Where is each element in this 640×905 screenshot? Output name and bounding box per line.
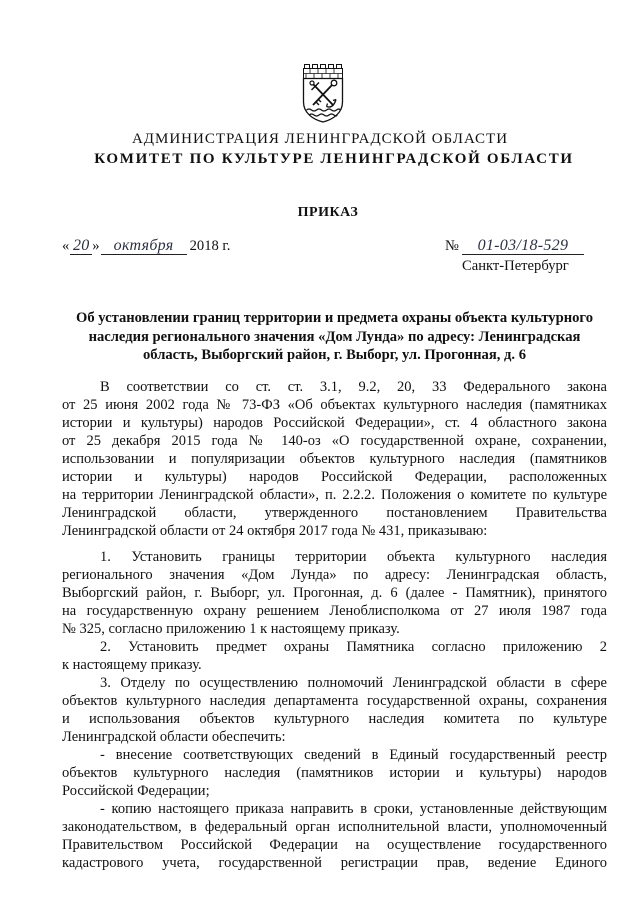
body-line: к настоящему приказу. xyxy=(62,657,202,673)
subject-line: наследия регионального значения «Дом Лунда» по адресу: Ленинградская xyxy=(88,328,581,345)
body-line: 3. Отделу по осуществлению полномочий Ленинградской области в сфере xyxy=(100,675,607,691)
body-line: Ленинградской области от 24 октября 2017 года № 431, приказываю: xyxy=(62,523,488,539)
document-type-title: ПРИКАЗ xyxy=(297,205,359,220)
subject-line: область, Выборгский район, г. Выборг, ул. Прогонная, д. 6 xyxy=(142,347,527,363)
committee-name: КОМИТЕТ ПО КУЛЬТУРЕ ЛЕНИНГРАДСКОЙ ОБЛАСТИ xyxy=(94,151,574,167)
paragraph-item-1 xyxy=(62,548,607,638)
order-number xyxy=(445,237,584,255)
paragraph-item-3-subitem-1 xyxy=(62,746,607,800)
body-line: и использования объектов культурного наследия комитета по культуре xyxy=(62,711,607,727)
body-line: Российской Федерации; xyxy=(62,783,210,799)
body-line: Ленинградской области обеспечить: xyxy=(62,729,286,745)
body-line: Выборгский район, г. Выборг, ул. Прогонная, д. 6 (далее - Памятник), принятого xyxy=(62,585,607,601)
body-line: от 25 июня 2002 года № 73-ФЗ «Об объектах культурного наследия (памятниках xyxy=(62,397,607,413)
date-day-handwritten: 20 xyxy=(72,237,90,254)
body-line: регионального значения «Дом Лунда» по адресу: Ленинградская область, xyxy=(62,567,607,583)
date-day-blank xyxy=(70,238,92,255)
number-handwritten: 01-03/18-529 xyxy=(477,237,569,254)
body-line: Правительством Российской Федерации на осуществление государственного xyxy=(62,837,607,853)
date-quote-close: » xyxy=(92,238,100,254)
subject-line: Об установлении границ территории и предмета охраны объекта культурного xyxy=(75,310,593,326)
body-line: № 325, согласно приложению 1 к настоящему приказу. xyxy=(62,621,400,637)
paragraph-legal-basis xyxy=(62,378,607,540)
body-line: на территории Ленинградской области», п. 2.2.2. Положения о комитете по культуре xyxy=(62,487,607,503)
date-year: 2018 г. xyxy=(189,238,231,254)
administration-name: АДМИНИСТРАЦИЯ ЛЕНИНГРАДСКОЙ ОБЛАСТИ xyxy=(131,131,509,147)
body-line: законодательством, в федеральный орган исполнительной власти, уполномоченный xyxy=(62,819,607,835)
body-line: - внесение соответствующих сведений в Единый государственный реестр xyxy=(100,747,607,763)
order-date xyxy=(62,237,230,255)
paragraph-item-3-subitem-2 xyxy=(62,800,607,872)
body-line: 2. Установить предмет охраны Памятника согласно приложению 2 xyxy=(100,639,607,655)
order-city: Санкт-Петербург xyxy=(462,258,569,274)
number-sign: № xyxy=(445,238,459,254)
date-month-blank xyxy=(101,238,187,255)
body-line: на государственную охрану решением Леноблисполкома от 27 июля 1987 года xyxy=(62,603,607,619)
body-line: кадастрового учета, государственной регистрации прав, ведение Единого xyxy=(62,855,607,871)
body-line: использовании и популяризации объектов культурного наследия (памятников xyxy=(62,451,607,467)
body-line: объектов культурного наследия (памятников истории и культуры) народов xyxy=(62,765,607,781)
body-line: от 25 декабря 2015 года № 140-оз «О государственной охране, сохранении, xyxy=(62,433,607,449)
body-line: объектов культурного наследия департамента государственной охраны, сохранения xyxy=(62,693,607,709)
coat-of-arms-icon xyxy=(300,62,346,124)
paragraph-item-2 xyxy=(62,638,607,674)
paragraph-item-3 xyxy=(62,674,607,746)
order-items xyxy=(62,548,607,872)
body-line: 1. Установить границы территории объекта культурного наследия xyxy=(100,549,607,565)
body-line: В соответствии со ст. ст. 3.1, 9.2, 20, 33 Федерального закона xyxy=(100,379,607,395)
body-line: Ленинградской области, утвержденного постановлением Правительства xyxy=(62,505,607,521)
order-subject xyxy=(62,309,607,365)
body-line: истории и культуры) народов Российской Федерации», ст. 4 областного закона xyxy=(62,415,607,431)
body-line: истории и культуры) народов Российской Федерации, расположенных xyxy=(62,469,607,485)
body-line: - копию настоящего приказа направить в сроки, установленные действующим xyxy=(100,801,607,817)
date-quote-open: « xyxy=(62,238,70,254)
number-blank xyxy=(462,238,584,255)
date-month-handwritten: октября xyxy=(113,237,174,254)
